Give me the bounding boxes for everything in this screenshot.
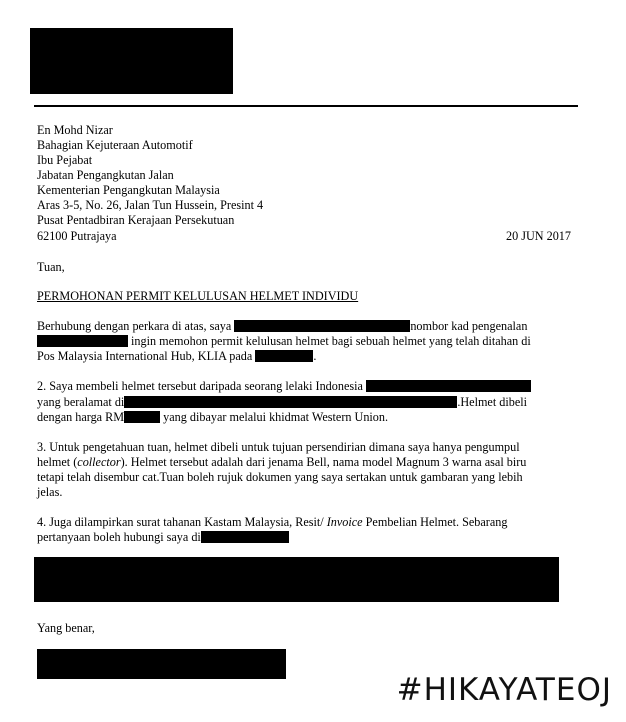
- recipient-line-3: Ibu Pejabat: [37, 153, 93, 167]
- recipient-line-7: Pusat Pentadbiran Kerajaan Persekutuan: [37, 213, 235, 227]
- header-divider: [34, 105, 578, 107]
- redacted-signature: [37, 649, 286, 679]
- para1-line-1: [37, 319, 527, 334]
- para1-text-d: Pos Malaysia International Hub, KLIA pada: [37, 349, 253, 363]
- para4-line-1: [37, 515, 507, 530]
- redacted-price: [124, 411, 160, 423]
- redacted-seller-name: [366, 380, 531, 392]
- redacted-ic-number: [37, 335, 128, 347]
- para1-text-a: Berhubung dengan perkara di atas, saya: [37, 319, 232, 333]
- para4-italic: Invoice: [326, 515, 363, 529]
- salutation: Tuan,: [37, 260, 65, 274]
- para1-text-c: ingin memohon permit kelulusan helmet bagi sebuah helmet yang telah ditahan di: [131, 334, 531, 348]
- recipient-line-2: Bahagian Kejuteraan Automotif: [37, 138, 193, 152]
- redacted-seller-address: [124, 396, 457, 408]
- para4-text-a: 4. Juga dilampirkan surat tahanan Kastam Malaysia, Resit/: [37, 515, 327, 529]
- para4-line-2: [37, 530, 289, 545]
- redacted-contact: [201, 531, 289, 543]
- para3-line-4: jelas.: [37, 485, 63, 499]
- para1-text-e: .: [313, 349, 317, 363]
- recipient-line-4: Jabatan Pengangkutan Jalan: [37, 168, 174, 182]
- para3-italic: collector: [77, 455, 121, 469]
- para4-text-c: pertanyaan boleh hubungi saya di: [37, 530, 201, 544]
- para4-text-b: Pembelian Helmet. Sebarang: [362, 515, 508, 529]
- para2-text-a: 2. Saya membeli helmet tersebut daripada seorang lelaki Indonesia: [37, 379, 363, 393]
- para3-text-b: ). Helmet tersebut adalah dari jenama Bell, nama model Magnum 3 warna asal biru: [120, 455, 527, 469]
- para2-text-d: dengan harga RM: [37, 410, 125, 424]
- recipient-line-8: 62100 Putrajaya: [37, 229, 117, 243]
- closing: Yang benar,: [37, 621, 95, 635]
- para2-text-e: yang dibayar melalui khidmat Western Union.: [163, 410, 389, 424]
- para1-line-2: [37, 334, 531, 349]
- para3-line-3: tetapi telah disembur cat.Tuan boleh rujuk dokumen yang saya sertakan untuk gambaran yang lebih: [37, 470, 523, 484]
- redacted-letterhead: [30, 28, 233, 94]
- redacted-name: [234, 320, 410, 332]
- redacted-date: [255, 350, 313, 362]
- para2-line-3: [37, 410, 388, 425]
- para3-line-2: [37, 455, 526, 470]
- para2-text-c: .Helmet dibeli: [457, 395, 528, 409]
- para1-text-b: nombor kad pengenalan: [410, 319, 528, 333]
- para3-text-a: helmet (: [37, 455, 78, 469]
- redacted-block: [34, 557, 559, 602]
- para2-line-2: [37, 395, 527, 410]
- letter-date: 20 JUN 2017: [505, 229, 571, 243]
- para2-text-b: yang beralamat di: [37, 395, 125, 409]
- recipient-line-6: Aras 3-5, No. 26, Jalan Tun Hussein, Presint 4: [37, 198, 264, 212]
- watermark-hashtag: #HIKAYATEOJ: [396, 672, 612, 708]
- para2-line-1: [37, 379, 531, 394]
- letter-subject: PERMOHONAN PERMIT KELULUSAN HELMET INDIVIDU: [37, 289, 359, 303]
- para1-line-3: [37, 349, 316, 364]
- recipient-line-5: Kementerian Pengangkutan Malaysia: [37, 183, 220, 197]
- para3-line-1: 3. Untuk pengetahuan tuan, helmet dibeli untuk tujuan persendirian dimana saya hanya pengumpul: [37, 440, 520, 454]
- recipient-line-1: En Mohd Nizar: [37, 123, 113, 137]
